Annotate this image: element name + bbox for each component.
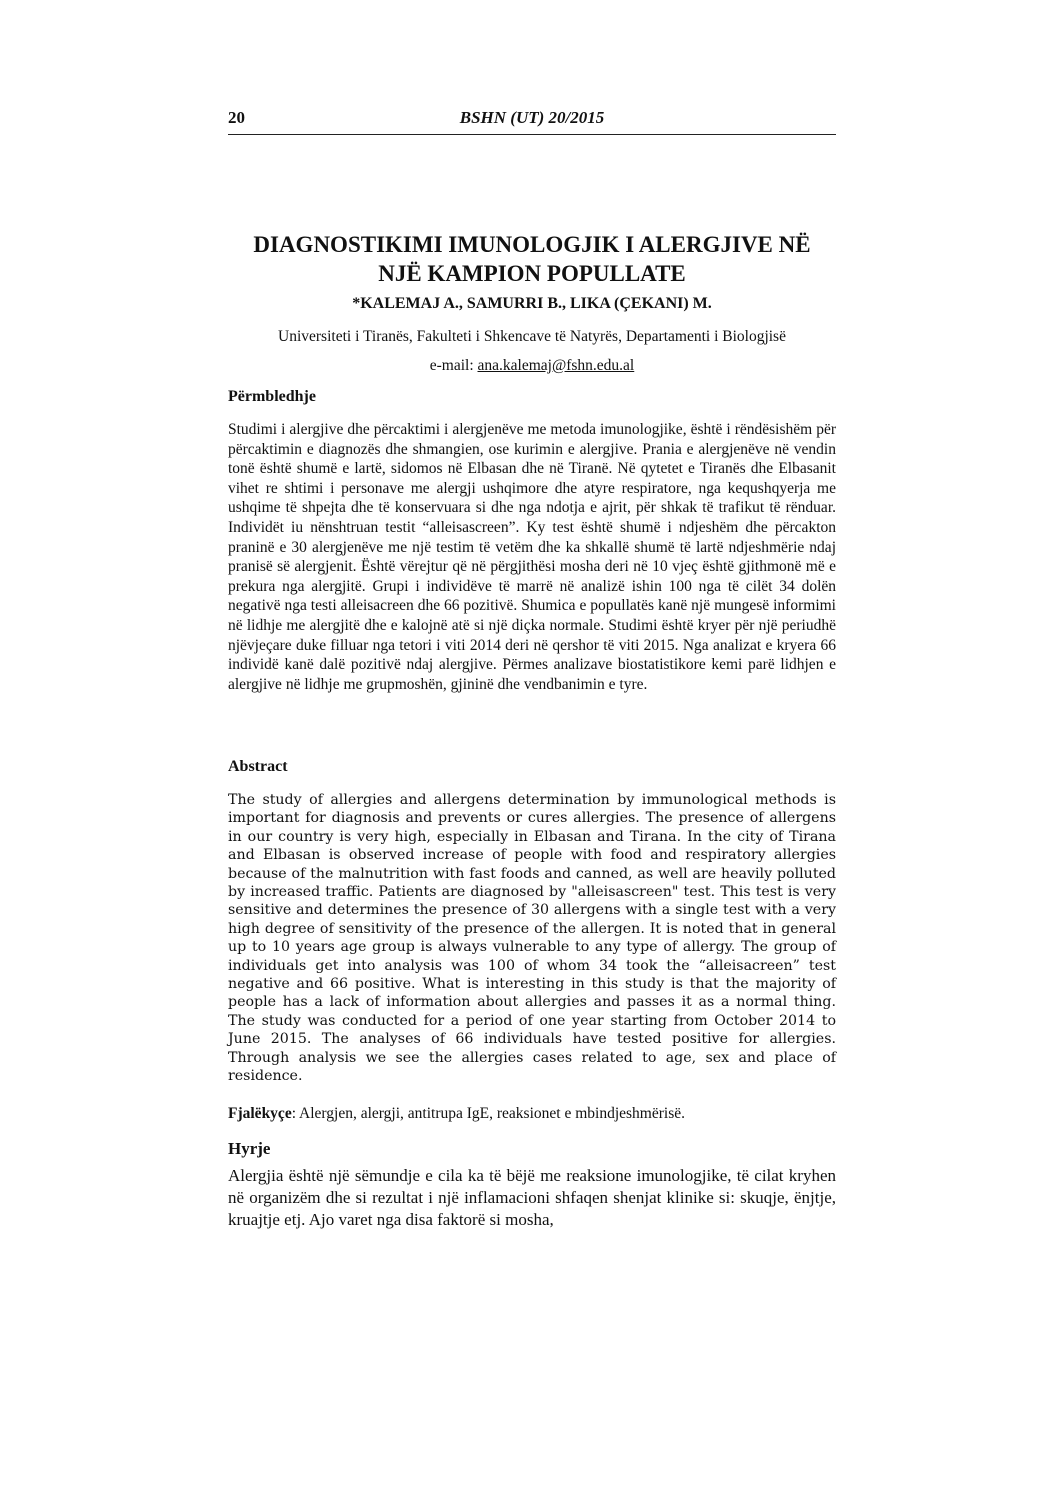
abstract-heading: Abstract [228, 758, 288, 775]
introduction-heading: Hyrje [228, 1139, 271, 1158]
keywords-text: : Alergjen, alergji, antitrupa IgE, reaksionet e mbindjeshmërisë. [291, 1105, 685, 1122]
authors: *KALEMAJ A., SAMURRI B., LIKA (ÇEKANI) M. [352, 295, 712, 312]
title-line-2: NJË KAMPION POPULLATE [378, 261, 686, 286]
affiliation: Universiteti i Tiranës, Fakulteti i Shkencave të Natyrës, Departamenti i Biologjisë [278, 328, 786, 345]
summary-heading: Përmbledhje [228, 388, 316, 405]
keywords-label: Fjalëkyçe [228, 1105, 292, 1122]
email-label: e-mail: [429, 357, 478, 374]
title-line-1: DIAGNOSTIKIMI IMUNOLOGJIK I ALERGJIVE NË [253, 232, 811, 257]
summary-text: Studimi i alergjive dhe përcaktimi i alergjenëve me metoda imunologjike, është i rëndësishëm për përcaktimin e diagnozës dhe shmangien, ose kurimin e alergjive. Prania e alergjenëve në vendin tonë është shumë e lartë, sidomos në Elbasan dhe në Tiranë. Në qytetet e Tiranës dhe Elbasanit vihet re shtimi i personave me alergji ushqimore dhe atyre respiratore, nga kequshqyerja me ushqime të shpejta dhe të konservuara si dhe nga ndotja e ajrit, për shkak të trafikut të rënduar. Individët iu nënshtruan testit “alleisascreen”. Ky test është shumë i ndjeshëm dhe përcakton praninë e 30 alergjenëve me një testim të vetëm dhe ka shkallë shumë të lartë ndjeshmërie ndaj pranisë së alergjenit. Është vërejtur që në përgjithësi mosha deri në 10 vjeç është gjithmonë më e prekura nga alergjitë. Grupi i individëve të marrë në analizë ishin 100 nga të cilët 34 dolën negativë nga testi alleisacreen dhe 66 pozitivë. Shumica e popullatës kanë një mungesë informimi në lidhje me alergjitë dhe e kalojnë atë si një diçka normale. Studimi është kryer për një periudhë njëvjeçare duke filluar nga tetori i viti 2014 deri në qershor të viti 2015. Nga analizat e kryera 66 individë kanë dalë pozitivë ndaj alergjive. Përmes analizave biostatistikore kemi parë lidhjen e alergjive në lidhje me grupmoshën, gjininë dhe vendbanimin e tyre. [228, 421, 836, 693]
running-header [228, 108, 836, 134]
email-line [228, 357, 836, 375]
journal-reference: BSHN (UT) 20/2015 [459, 108, 605, 127]
header-rule [228, 134, 836, 135]
page-number: 20 [228, 108, 245, 127]
abstract-text: The study of allergies and allergens determination by immunological methods is important for diagnosis and prevents or cures allergies. The presence of allergens in our country is very high, especially in Elbasan and Tirana. In the city of Tirana and Elbasan is observed increase of people with food and respiratory allergies because of the malnutrition with fast foods and canned, as well are heavily polluted by increased traffic. Patients are diagnosed by "alleisascreen" test. This test is very sensitive and determines the presence of 30 allergens with a single test with a very high degree of sensitivity of the presence of the allergen. It is noted that in general up to 10 years age group is always vulnerable to any type of allergy. The group of individuals get into analysis was 100 of whom 34 took the “alleisacreen” test negative and 66 positive. What is interesting in this study is that the majority of people has a lack of information about allergies and passes it as a normal thing. The study was conducted for a period of one year starting from October 2014 to June 2015. The analyses of 66 individuals have tested positive for allergies. Through analysis we see the allergies cases related to age, sex and place of residence. [228, 792, 836, 1085]
keywords [228, 1105, 836, 1123]
article-title [228, 230, 836, 288]
introduction-text: Alergjia është një sëmundje e cila ka të bëjë me reaksione imunologjike, të cilat kryhen në organizëm dhe si rezultat i një inflamacioni shfaqen shenjat klinike si: skuqje, ënjtje, kruajtje etj. Ajo varet nga disa faktorë si mosha, [228, 1166, 836, 1229]
email-link[interactable]: ana.kalemaj@fshn.edu.al [477, 357, 635, 374]
